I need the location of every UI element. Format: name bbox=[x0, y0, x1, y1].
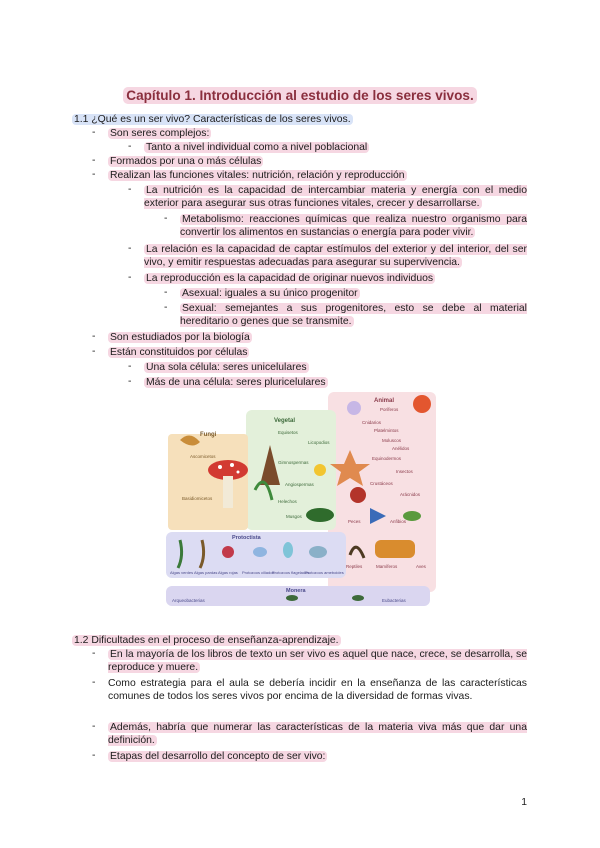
group-label: Musgos bbox=[286, 514, 302, 519]
list-item: Una sola célula: seres unicelulares bbox=[146, 362, 307, 373]
list-item: Están constituidos por células bbox=[110, 347, 248, 358]
group-label: Equisetos bbox=[278, 430, 298, 435]
list-item: Metabolismo: reacciones químicas que realiza nuestro organismo para convertir los alimentos en sustancias o energía para poder vivir. bbox=[180, 214, 527, 238]
kingdoms-figure bbox=[160, 390, 438, 614]
group-label: Aves bbox=[416, 564, 426, 569]
group-label: Platelmintos bbox=[374, 428, 399, 433]
kingdoms-illustration bbox=[160, 390, 438, 614]
coral-icon bbox=[413, 395, 431, 413]
group-label: Equinodermos bbox=[372, 456, 402, 461]
bullet-dash: - bbox=[92, 648, 96, 659]
jellyfish-icon bbox=[347, 401, 361, 415]
sunflower-icon bbox=[314, 464, 326, 476]
group-label: Protozoos ameboides bbox=[305, 570, 344, 575]
bacteria-icon bbox=[352, 595, 364, 601]
section-heading-1-2: 1.2 Dificultades en el proceso de enseñanza-aprendizaje. bbox=[74, 635, 339, 646]
group-label: Angiospermas bbox=[285, 482, 314, 487]
kingdom-label: Protoctista bbox=[232, 535, 261, 541]
group-label: Crustáceos bbox=[370, 481, 393, 486]
fungi-panel bbox=[168, 434, 248, 530]
group-label: Protozoos flagelados bbox=[272, 570, 310, 575]
group-label: Anfibios bbox=[390, 519, 407, 524]
tiger-icon bbox=[375, 540, 415, 558]
list-item: Tanto a nivel individual como a nivel poblacional bbox=[146, 142, 368, 153]
bullet-dash: - bbox=[92, 750, 96, 761]
group-label: Helechos bbox=[278, 499, 297, 504]
bacteria-icon bbox=[286, 595, 298, 601]
list-item: Asexual: iguales a su único progenitor bbox=[182, 288, 358, 299]
group-label: Algas rojas bbox=[218, 570, 238, 575]
list-item: Además, habría que numerar las características de la materia viva más que dar una definición. bbox=[108, 722, 527, 746]
bullet-dash: - bbox=[92, 346, 96, 357]
list-item: Etapas del desarrollo del concepto de ser vivo: bbox=[110, 751, 326, 762]
group-label: Anélidos bbox=[392, 446, 410, 451]
group-label: Licopodios bbox=[308, 440, 330, 445]
bullet-dash: - bbox=[128, 184, 132, 195]
bullet-dash: - bbox=[164, 287, 168, 298]
moss-icon bbox=[306, 508, 334, 522]
group-label: Arácnidos bbox=[400, 492, 421, 497]
chapter-title: Capítulo 1. Introducción al estudio de los seres vivos. bbox=[0, 88, 600, 103]
list-item: Son seres complejos: bbox=[110, 128, 210, 139]
bullet-dash: - bbox=[128, 141, 132, 152]
list-item: Sexual: semejantes a sus progenitores, esto se debe al material hereditario o genes que se transmite. bbox=[180, 303, 527, 327]
list-item: Son estudiados por la biología bbox=[110, 332, 250, 343]
section-heading-1-1: 1.1 ¿Qué es un ser vivo? Características de los seres vivos. bbox=[74, 114, 351, 125]
bullet-dash: - bbox=[92, 677, 96, 688]
group-label: Reptiles bbox=[346, 564, 363, 569]
list-item: En la mayoría de los libros de texto un ser vivo es aquel que nace, crece, se desarrolla, se reproduce y muere. bbox=[108, 649, 527, 673]
group-label: Protozoos ciliados bbox=[242, 570, 275, 575]
list-item: Realizan las funciones vitales: nutrición, relación y reproducción bbox=[110, 170, 405, 181]
kingdom-label: Animal bbox=[374, 398, 395, 404]
crab-icon bbox=[350, 487, 366, 503]
kingdom-label: Monera bbox=[286, 588, 306, 594]
list-item: La reproducción es la capacidad de originar nuevos individuos bbox=[146, 273, 434, 284]
list-item: Formados por una o más células bbox=[110, 156, 262, 167]
amoeba-icon bbox=[309, 546, 327, 558]
group-label: Cnidarios bbox=[362, 420, 382, 425]
bullet-dash: - bbox=[92, 127, 96, 138]
bullet-dash: - bbox=[92, 721, 96, 732]
list-item: La relación es la capacidad de captar estímulos del exterior y del interior, del ser vivo, y emitir respuestas adecuadas para asegurar su supervivencia. bbox=[144, 244, 527, 268]
bullet-dash: - bbox=[128, 361, 132, 372]
group-label: Algas verdes bbox=[170, 570, 194, 575]
group-label: Eubacterias bbox=[382, 598, 406, 603]
group-label: Basidiomicetos bbox=[182, 496, 213, 501]
list-item: La nutrición es la capacidad de intercambiar materia y energía con el medio exterior para asegurar sus otras funciones vitales, crecer y desarrollarse. bbox=[144, 185, 527, 209]
ciliate-icon bbox=[253, 547, 267, 557]
group-label: Moluscos bbox=[382, 438, 402, 443]
group-label: Insectos bbox=[396, 469, 413, 474]
group-label: Mamíferos bbox=[376, 564, 398, 569]
bullet-dash: - bbox=[128, 376, 132, 387]
red-algae-icon bbox=[222, 546, 234, 558]
bullet-dash: - bbox=[92, 169, 96, 180]
page-number: 1 bbox=[521, 797, 527, 808]
list-item: Más de una célula: seres pluricelulares bbox=[146, 377, 326, 388]
group-label: Algas pardas bbox=[194, 570, 218, 575]
bullet-dash: - bbox=[164, 302, 168, 313]
group-label: Peces bbox=[348, 519, 361, 524]
group-label: Poríferos bbox=[380, 407, 399, 412]
mushroom-stem-icon bbox=[223, 476, 233, 508]
group-label: Arqueobacterias bbox=[172, 598, 205, 603]
bullet-dash: - bbox=[164, 213, 168, 224]
kingdom-label: Vegetal bbox=[274, 418, 296, 424]
bullet-dash: - bbox=[128, 272, 132, 283]
flagellate-icon bbox=[283, 542, 293, 558]
bullet-dash: - bbox=[92, 155, 96, 166]
list-item: Como estrategia para el aula se debería incidir en la enseñanza de las características comunes de todos los seres vivos por encima de la diversidad de formas vivas. bbox=[108, 678, 527, 702]
kingdom-label: Fungi bbox=[200, 432, 217, 438]
group-label: Gimnospermas bbox=[278, 460, 309, 465]
bullet-dash: - bbox=[92, 331, 96, 342]
bullet-dash: - bbox=[128, 243, 132, 254]
group-label: Ascomicetos bbox=[190, 454, 216, 459]
